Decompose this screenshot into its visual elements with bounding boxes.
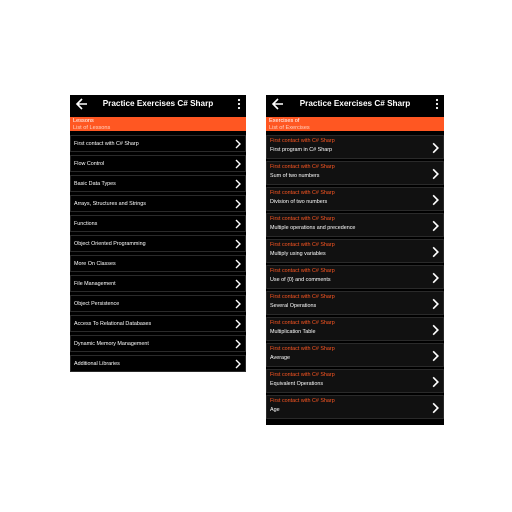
exercise-item[interactable] bbox=[266, 369, 444, 393]
app-title: Practice Exercises C# Sharp bbox=[299, 99, 411, 108]
exercise-name: First program in C# Sharp bbox=[270, 147, 333, 153]
exercise-name: Sum of two numbers bbox=[270, 173, 320, 179]
exercise-name: Use of {0} and comments bbox=[270, 277, 331, 283]
exercises-screen bbox=[266, 95, 444, 425]
section-subtitle: List of Lessons bbox=[73, 124, 111, 131]
more-vert-icon[interactable] bbox=[235, 97, 243, 111]
lesson-label: File Management bbox=[74, 281, 116, 287]
lesson-item[interactable] bbox=[70, 315, 246, 332]
chevron-right-icon bbox=[432, 324, 439, 336]
exercise-category: First contact with C# Sharp bbox=[270, 346, 335, 352]
chevron-right-icon bbox=[432, 168, 439, 180]
exercise-name: Average bbox=[270, 355, 290, 361]
exercise-category: First contact with C# Sharp bbox=[270, 190, 335, 196]
exercises-list bbox=[266, 135, 444, 421]
empty-area bbox=[70, 372, 246, 425]
section-header bbox=[70, 117, 246, 131]
app-title: Practice Exercises C# Sharp bbox=[102, 99, 214, 108]
exercise-category: First contact with C# Sharp bbox=[270, 294, 335, 300]
exercise-category: First contact with C# Sharp bbox=[270, 320, 335, 326]
exercise-category: First contact with C# Sharp bbox=[270, 242, 335, 248]
chevron-right-icon bbox=[235, 279, 241, 289]
chevron-right-icon bbox=[235, 139, 241, 149]
exercise-item[interactable] bbox=[266, 213, 444, 237]
section-title: Lessons bbox=[73, 118, 94, 124]
chevron-right-icon bbox=[432, 220, 439, 232]
exercise-item[interactable] bbox=[266, 343, 444, 367]
exercise-name: Multiple operations and precedence bbox=[270, 225, 356, 231]
chevron-right-icon bbox=[235, 159, 241, 169]
exercise-category: First contact with C# Sharp bbox=[270, 216, 335, 222]
section-header bbox=[266, 117, 444, 131]
app-bar bbox=[266, 95, 444, 114]
lesson-item[interactable] bbox=[70, 175, 246, 192]
chevron-right-icon bbox=[235, 339, 241, 349]
lesson-item[interactable] bbox=[70, 335, 246, 352]
chevron-right-icon bbox=[432, 142, 439, 154]
lesson-item[interactable] bbox=[70, 195, 246, 212]
chevron-right-icon bbox=[432, 246, 439, 258]
exercise-item[interactable] bbox=[266, 291, 444, 315]
lesson-label: Object Oriented Programming bbox=[74, 241, 146, 247]
lesson-item[interactable] bbox=[70, 235, 246, 252]
exercise-item[interactable] bbox=[266, 239, 444, 263]
exercise-item[interactable] bbox=[266, 161, 444, 185]
chevron-right-icon bbox=[235, 299, 241, 309]
chevron-right-icon bbox=[235, 259, 241, 269]
chevron-right-icon bbox=[432, 350, 439, 362]
lesson-item[interactable] bbox=[70, 275, 246, 292]
chevron-right-icon bbox=[432, 194, 439, 206]
lesson-item[interactable] bbox=[70, 215, 246, 232]
lesson-item[interactable] bbox=[70, 155, 246, 172]
chevron-right-icon bbox=[432, 298, 439, 310]
chevron-right-icon bbox=[432, 402, 439, 414]
lesson-label: More On Classes bbox=[74, 261, 116, 267]
lessons-list bbox=[70, 135, 246, 375]
exercise-item[interactable] bbox=[266, 317, 444, 341]
exercise-category: First contact with C# Sharp bbox=[270, 164, 335, 170]
lesson-item[interactable] bbox=[70, 355, 246, 372]
lesson-item[interactable] bbox=[70, 255, 246, 272]
lesson-label: Functions bbox=[74, 221, 98, 227]
exercise-name: Division of two numbers bbox=[270, 199, 328, 205]
exercise-category: First contact with C# Sharp bbox=[270, 398, 335, 404]
chevron-right-icon bbox=[235, 219, 241, 229]
exercise-category: First contact with C# Sharp bbox=[270, 372, 335, 378]
exercise-category: First contact with C# Sharp bbox=[270, 268, 335, 274]
exercise-item[interactable] bbox=[266, 265, 444, 289]
lesson-label: Access To Relational Databases bbox=[74, 321, 152, 327]
section-subtitle: List of Exercises bbox=[269, 124, 310, 131]
exercise-item[interactable] bbox=[266, 135, 444, 159]
exercise-item[interactable] bbox=[266, 395, 444, 419]
chevron-right-icon bbox=[432, 376, 439, 388]
app-bar bbox=[70, 95, 246, 114]
chevron-right-icon bbox=[235, 179, 241, 189]
lesson-item[interactable] bbox=[70, 135, 246, 152]
exercise-name: Multiplication Table bbox=[270, 329, 316, 335]
chevron-right-icon bbox=[235, 319, 241, 329]
exercise-name: Multiply using variables bbox=[270, 251, 326, 257]
exercise-name: Age bbox=[270, 407, 280, 413]
lesson-label: Additional Libraries bbox=[74, 361, 120, 367]
lesson-item[interactable] bbox=[70, 295, 246, 312]
chevron-right-icon bbox=[432, 272, 439, 284]
chevron-right-icon bbox=[235, 199, 241, 209]
exercise-name: Equivalent Operations bbox=[270, 381, 324, 387]
chevron-right-icon bbox=[235, 359, 241, 369]
lesson-label: Flow Control bbox=[74, 161, 105, 167]
chevron-right-icon bbox=[235, 239, 241, 249]
exercise-item[interactable] bbox=[266, 187, 444, 211]
section-title: Exercises of bbox=[269, 118, 300, 124]
lesson-label: Basic Data Types bbox=[74, 181, 116, 187]
lesson-label: First contact with C# Sharp bbox=[74, 141, 139, 147]
lesson-label: Object Persistence bbox=[74, 301, 120, 307]
exercise-name: Several Operations bbox=[270, 303, 317, 309]
lesson-label: Arrays, Structures and Strings bbox=[74, 201, 146, 207]
exercise-category: First contact with C# Sharp bbox=[270, 138, 335, 144]
lesson-label: Dynamic Memory Management bbox=[74, 341, 149, 347]
more-vert-icon[interactable] bbox=[433, 97, 441, 111]
